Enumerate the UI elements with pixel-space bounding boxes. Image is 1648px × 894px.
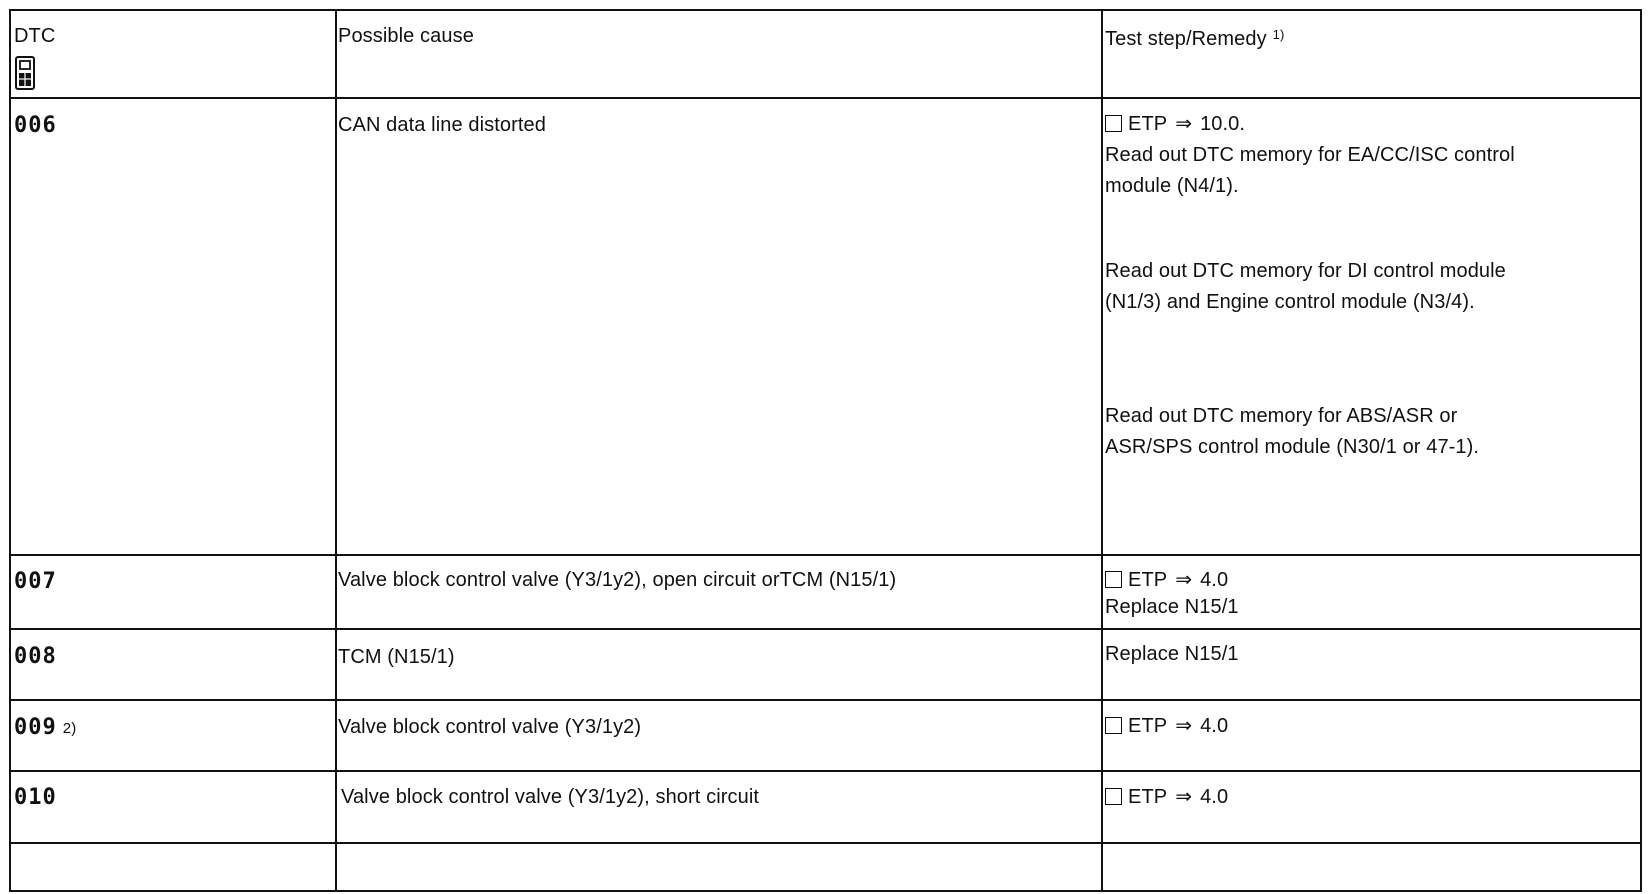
table-row-remedy: [1105, 565, 1239, 623]
header-remedy-label: Test step/Remedy: [1105, 28, 1267, 50]
remedy-line: Replace N15/1: [1105, 596, 1239, 618]
checkbox-icon: [1105, 717, 1122, 734]
remedy-line: Read out DTC memory for EA/CC/ISC control: [1105, 144, 1515, 166]
checkbox-icon: [1105, 788, 1122, 805]
table-row-remedy: [1105, 639, 1239, 670]
arrow-right-icon: ⇒: [1175, 786, 1193, 808]
row-divider: [11, 842, 1640, 844]
table-row-cause: [341, 782, 759, 813]
table-row-remedy: [1105, 109, 1645, 463]
remedy-line: (N1/3) and Engine control module (N3/4).: [1105, 291, 1475, 313]
cause-text: Valve block control valve (Y3/1y2), open circuit orTCM (N15/1): [338, 569, 897, 591]
scan-tester-icon: [14, 56, 36, 90]
remedy-line: Read out DTC memory for ABS/ASR or: [1105, 405, 1458, 427]
cause-text: Valve block control valve (Y3/1y2): [338, 716, 642, 738]
table-row-dtc: [14, 566, 57, 598]
table-row-dtc: [14, 110, 57, 142]
dtc-code: 010: [14, 785, 57, 810]
etp-reference: 10.0.: [1200, 113, 1246, 135]
column-divider: [1101, 11, 1103, 890]
row-divider: [11, 699, 1640, 701]
remedy-line: Replace N15/1: [1105, 643, 1239, 665]
arrow-right-icon: ⇒: [1175, 113, 1193, 135]
dtc-footnote: 2): [62, 720, 77, 737]
row-divider: [11, 554, 1640, 556]
table-row-cause: [338, 712, 641, 743]
table-row-cause: [338, 642, 455, 673]
etp-label: ETP: [1128, 113, 1168, 135]
column-divider: [335, 11, 337, 890]
remedy-line: module (N4/1).: [1105, 175, 1239, 197]
header-remedy-cell: [1105, 19, 1284, 55]
etp-label: ETP: [1128, 786, 1168, 808]
cause-text: TCM (N15/1): [338, 646, 455, 668]
dtc-table: [9, 9, 1642, 892]
etp-reference: 4.0: [1200, 786, 1229, 808]
etp-reference: 4.0: [1200, 715, 1229, 737]
etp-label: ETP: [1128, 715, 1168, 737]
dtc-code: 009: [14, 715, 57, 740]
dtc-code: 008: [14, 644, 57, 669]
checkbox-icon: [1105, 115, 1122, 132]
table-row-dtc: [14, 782, 57, 814]
table-row-cause: [338, 110, 546, 141]
header-cause-cell: [338, 21, 474, 52]
dtc-code: 007: [14, 569, 57, 594]
etp-step: [1105, 782, 1228, 813]
row-divider: [11, 770, 1640, 772]
remedy-line: ASR/SPS control module (N30/1 or 47-1).: [1105, 436, 1480, 458]
etp-step: [1105, 109, 1645, 140]
cause-text: Valve block control valve (Y3/1y2), short circuit: [341, 786, 760, 808]
etp-reference: 4.0: [1200, 569, 1229, 591]
table-row-dtc: [14, 712, 76, 744]
arrow-right-icon: ⇒: [1175, 715, 1193, 737]
etp-step: [1105, 711, 1228, 742]
header-dtc-cell: [14, 21, 55, 90]
table-row-cause: [338, 565, 896, 596]
table-row-remedy: [1105, 782, 1228, 813]
row-divider: [11, 628, 1640, 630]
arrow-right-icon: ⇒: [1175, 569, 1193, 591]
table-row-dtc: [14, 641, 57, 673]
table-row-remedy: [1105, 711, 1228, 742]
etp-label: ETP: [1128, 569, 1168, 591]
dtc-code: 006: [14, 113, 57, 138]
row-divider: [11, 97, 1640, 99]
checkbox-icon: [1105, 571, 1122, 588]
cause-text: CAN data line distorted: [338, 114, 546, 136]
header-dtc-label: DTC: [14, 25, 56, 47]
header-remedy-footnote: 1): [1272, 27, 1285, 42]
remedy-line: Read out DTC memory for DI control module: [1105, 260, 1506, 282]
header-cause-label: Possible cause: [338, 25, 474, 47]
